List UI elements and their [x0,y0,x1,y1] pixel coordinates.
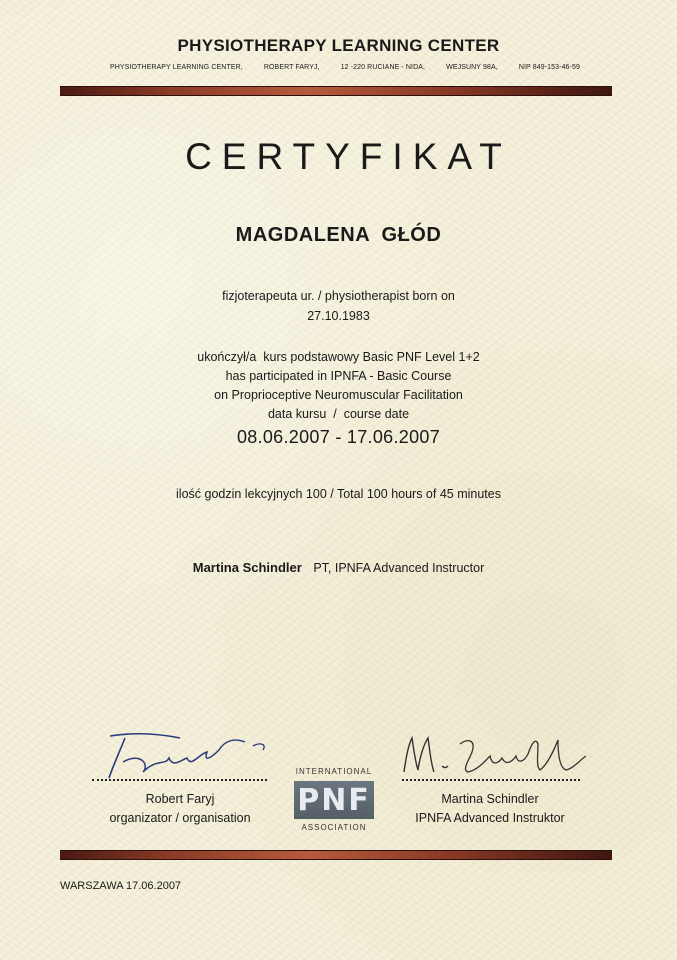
born-label: fizjoterapeuta ur. / physiotherapist born on [222,289,455,303]
org-info-name: PHYSIOTHERAPY LEARNING CENTER, [110,64,243,71]
ipnfa-logo [290,767,378,837]
top-decorative-bar [60,86,612,96]
org-info-street: WEJSUNY 98A, [446,64,498,71]
bottom-decorative-bar [60,850,612,860]
left-signature-line [92,779,267,781]
place-and-date: WARSZAWA 17.06.2007 [60,880,182,892]
course-line-1: ukończył/a kurs podstawowy Basic PNF Level 1+2 [197,350,480,364]
left-signer-name: Robert Faryj [145,792,215,806]
course-line-4: data kursu / course date [267,407,410,421]
recipient-name: MAGDALENA GŁÓD [235,224,442,246]
organization-info [110,64,580,71]
instructor-line [0,560,677,575]
left-signature-image [95,728,275,784]
course-hours: ilość godzin lekcyjnych 100 / Total 100 hours of 45 minutes [176,487,501,501]
right-signature-line [402,779,580,781]
right-signer-role: IPNFA Advanced Instruktor [415,811,565,825]
instructor-title: PT, IPNFA Advanced Instructor [313,561,485,575]
logo-top-text: INTERNATIONAL [295,767,373,776]
logo-main-text: PNF [294,781,374,819]
org-info-nip: NIP 849-153-46-59 [518,64,580,71]
logo-bottom-text: ASSOCIATION [301,823,367,832]
course-dates: 08.06.2007 - 17.06.2007 [236,427,441,447]
born-date: 27.10.1983 [307,309,370,323]
course-line-3: on Proprioceptive Neuromuscular Facilitation [214,388,463,402]
right-signature-image [398,730,598,782]
org-info-owner: ROBERT FARYJ, [263,64,320,71]
instructor-name: Martina Schindler [192,560,302,575]
right-signer-name: Martina Schindler [441,792,539,806]
certificate-title: CERTYFIKAT [185,136,512,177]
left-signer-role: organizator / organisation [109,811,251,825]
organization-title: PHYSIOTHERAPY LEARNING CENTER [177,36,500,55]
org-info-city: 12 -220 RUCIANE - NIDA, [340,64,426,71]
course-line-2: has participated in IPNFA - Basic Course [225,369,452,383]
